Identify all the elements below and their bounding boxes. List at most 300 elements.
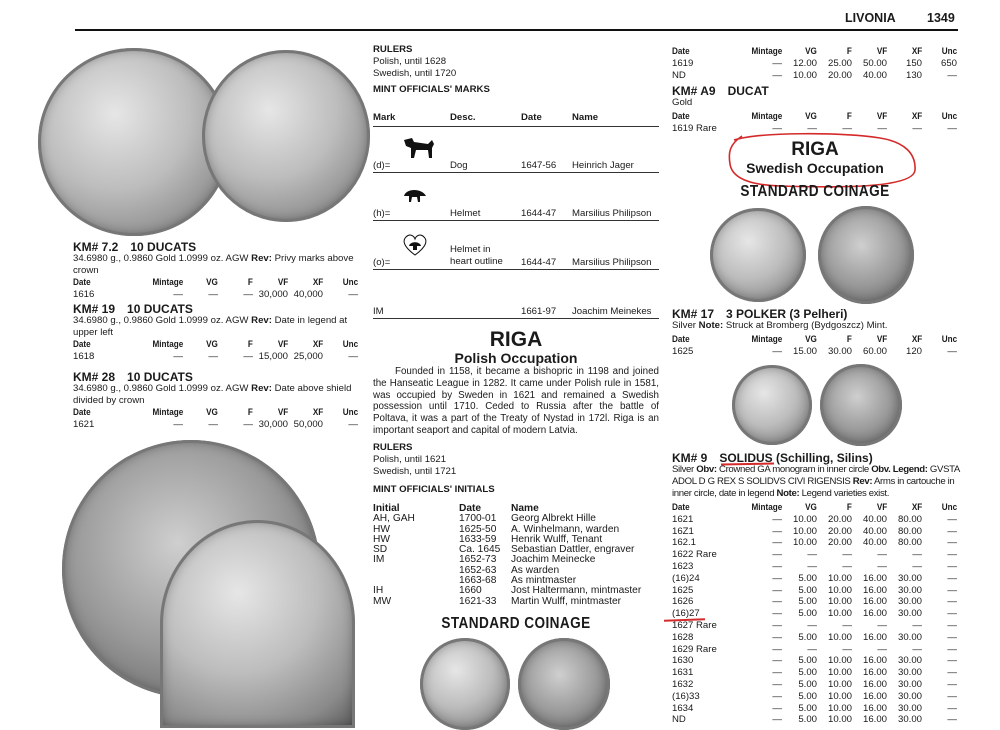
table-cell: 1616 bbox=[73, 288, 95, 300]
description-label: Rev: bbox=[251, 383, 272, 394]
table-cell: — bbox=[877, 549, 887, 561]
column-header: VF bbox=[277, 407, 288, 418]
table-cell: (16)33 bbox=[672, 690, 700, 702]
table-cell: — bbox=[877, 619, 887, 631]
table-cell: — bbox=[772, 69, 782, 81]
denomination: 10 DUCATS bbox=[130, 240, 197, 254]
mark-name: Marsilius Philipson bbox=[572, 208, 652, 219]
table-cell: 16.00 bbox=[862, 678, 887, 690]
table-cell: Sebastian Dattler, engraver bbox=[511, 544, 635, 556]
description-text: 34.6980 g., 0.9860 Gold 1.0999 oz. AGW bbox=[73, 315, 249, 326]
table-cell: 16.00 bbox=[862, 596, 887, 608]
column-header: VF bbox=[876, 334, 887, 345]
table-cell: 10.00 bbox=[792, 525, 817, 537]
table-cell: — bbox=[772, 560, 782, 572]
marks-divider bbox=[373, 172, 659, 173]
table-cell: — bbox=[208, 418, 218, 430]
table-cell: — bbox=[772, 643, 782, 655]
column-header: Initial bbox=[373, 503, 400, 514]
table-cell: 5.00 bbox=[798, 608, 817, 620]
table-cell: 10.00 bbox=[792, 513, 817, 525]
table-cell: 1630 bbox=[672, 655, 694, 667]
table-cell: — bbox=[807, 122, 817, 134]
table-cell: — bbox=[947, 667, 957, 679]
table-cell: 60.00 bbox=[862, 345, 887, 357]
km-number: KM# 9 bbox=[672, 451, 708, 465]
table-cell: — bbox=[348, 288, 358, 300]
table-row bbox=[373, 597, 659, 607]
table-cell: SD bbox=[373, 544, 388, 556]
table-cell: — bbox=[877, 122, 887, 134]
table-cell: As mintmaster bbox=[511, 575, 577, 587]
table-cell: — bbox=[348, 350, 358, 362]
table-cell: 162.1 bbox=[672, 537, 697, 549]
table-cell: A. Winhelmann, warden bbox=[511, 523, 620, 535]
table-cell: 10.00 bbox=[792, 537, 817, 549]
description-text: Gold bbox=[672, 97, 693, 108]
table-cell: 1663-68 bbox=[459, 575, 497, 587]
table-cell: 30,000 bbox=[258, 418, 288, 430]
mint-initials-table bbox=[373, 504, 659, 607]
table-cell: — bbox=[947, 513, 957, 525]
price-table bbox=[672, 334, 958, 358]
table-cell: 1660 bbox=[459, 585, 482, 597]
marks-divider bbox=[373, 269, 659, 270]
table-cell: HW bbox=[373, 533, 390, 545]
column-header: Unc bbox=[941, 334, 957, 345]
riga-swedish-title: RIGA bbox=[791, 139, 839, 160]
table-cell: — bbox=[842, 560, 852, 572]
column-header: Date bbox=[73, 339, 91, 350]
column-header: Date bbox=[73, 277, 91, 288]
description-text: Legend varieties exist. bbox=[801, 488, 890, 499]
table-cell: 1652-63 bbox=[459, 564, 497, 576]
table-cell: — bbox=[243, 350, 253, 362]
table-cell: ND bbox=[672, 714, 686, 726]
marks-divider bbox=[373, 220, 659, 221]
page-number: 1349 bbox=[927, 11, 955, 25]
table-cell: 10.00 bbox=[827, 678, 852, 690]
table-cell: 1625 bbox=[672, 345, 694, 357]
mark-code: IM bbox=[373, 306, 384, 317]
column-header: Name bbox=[511, 503, 539, 514]
table-cell: 10.00 bbox=[827, 596, 852, 608]
column-header: VF bbox=[277, 339, 288, 350]
table-cell: Joachim Meinecke bbox=[511, 554, 596, 566]
table-cell: 5.00 bbox=[798, 714, 817, 726]
table-row bbox=[672, 679, 958, 691]
table-cell: — bbox=[947, 643, 957, 655]
denomination: DUCAT bbox=[727, 84, 769, 98]
column-header: VF bbox=[277, 277, 288, 288]
column-header: Mintage bbox=[751, 111, 782, 122]
rulers-block bbox=[373, 44, 456, 79]
table-cell: 40.00 bbox=[862, 537, 887, 549]
standard-coinage-heading: STANDARD COINAGE bbox=[740, 183, 890, 200]
table-cell: 30.00 bbox=[897, 608, 922, 620]
table-cell: 1625 bbox=[672, 584, 694, 596]
table-cell: — bbox=[842, 122, 852, 134]
table-cell: — bbox=[912, 549, 922, 561]
table-cell: AH, GAH bbox=[373, 513, 415, 525]
table-cell: 30.00 bbox=[897, 631, 922, 643]
table-cell: 1618 bbox=[73, 350, 95, 362]
km-heading bbox=[73, 240, 196, 254]
table-row bbox=[73, 289, 359, 301]
table-row bbox=[672, 58, 958, 70]
table-cell: 30.00 bbox=[897, 702, 922, 714]
table-cell: — bbox=[912, 643, 922, 655]
column-header: VF bbox=[876, 46, 887, 57]
header-rule bbox=[75, 29, 958, 31]
table-cell: 16Z1 bbox=[672, 525, 694, 537]
dog-icon bbox=[402, 136, 436, 163]
table-cell: — bbox=[807, 643, 817, 655]
table-cell: 20.00 bbox=[827, 537, 852, 549]
table-row bbox=[672, 514, 958, 526]
ruler-line: Swedish, until 1721 bbox=[373, 465, 457, 477]
column-header: XF bbox=[911, 334, 922, 345]
column-header: Date bbox=[672, 111, 690, 122]
column-header: Date bbox=[459, 503, 482, 514]
table-cell: 30.00 bbox=[897, 714, 922, 726]
mark-name: Joachim Meinekes bbox=[572, 306, 652, 317]
denomination: 10 DUCATS bbox=[127, 370, 193, 384]
mark-date: 1644-47 bbox=[521, 257, 557, 268]
mark-date: 1644-47 bbox=[521, 208, 557, 219]
column-header: F bbox=[847, 46, 852, 57]
table-row bbox=[73, 351, 359, 363]
table-cell: — bbox=[243, 288, 253, 300]
marks-divider bbox=[373, 318, 659, 319]
table-cell: Jost Haltermann, mintmaster bbox=[511, 585, 642, 597]
rulers-title: RULERS bbox=[373, 442, 413, 453]
coin-description bbox=[672, 464, 962, 500]
table-cell: — bbox=[912, 560, 922, 572]
table-cell: — bbox=[947, 69, 957, 81]
table-cell: IH bbox=[373, 585, 384, 597]
table-cell: 30.00 bbox=[897, 596, 922, 608]
price-table bbox=[672, 502, 958, 726]
table-cell: 16.00 bbox=[862, 572, 887, 584]
table-cell: As warden bbox=[511, 564, 560, 576]
table-cell: — bbox=[173, 350, 183, 362]
table-row bbox=[672, 644, 958, 656]
column-header: Unc bbox=[941, 502, 957, 513]
mint-marks-title: MINT OFFICIALS' MARKS bbox=[373, 84, 490, 95]
table-cell: 1700-01 bbox=[459, 513, 497, 525]
table-cell: 50.00 bbox=[862, 57, 887, 69]
table-cell: — bbox=[173, 288, 183, 300]
column-header: VG bbox=[805, 111, 817, 122]
table-cell: — bbox=[772, 584, 782, 596]
table-row bbox=[672, 526, 958, 538]
table-cell: 10.00 bbox=[827, 702, 852, 714]
column-header: F bbox=[248, 277, 253, 288]
km-number: KM# 28 bbox=[73, 370, 116, 384]
table-header-row bbox=[672, 334, 958, 346]
table-cell: 20.00 bbox=[827, 525, 852, 537]
table-cell: 1619 bbox=[672, 57, 694, 69]
table-cell: 1627 Rare bbox=[672, 619, 717, 631]
table-cell: 10.00 bbox=[827, 655, 852, 667]
table-row bbox=[672, 549, 958, 561]
coin-image-large-reverse bbox=[160, 520, 355, 728]
column-header: Mintage bbox=[152, 407, 183, 418]
description-text: Struck at Bromberg (Bydgoszcz) Mint. bbox=[725, 320, 888, 331]
table-cell: — bbox=[348, 418, 358, 430]
table-cell: 40.00 bbox=[862, 525, 887, 537]
table-cell: 12.00 bbox=[792, 57, 817, 69]
column-header: Date bbox=[672, 46, 690, 57]
table-cell: — bbox=[772, 537, 782, 549]
table-cell: — bbox=[772, 655, 782, 667]
coin-image-reverse bbox=[818, 206, 914, 304]
mark-desc: Dog bbox=[450, 160, 468, 171]
table-cell: 80.00 bbox=[897, 513, 922, 525]
table-row bbox=[672, 561, 958, 573]
mark-code: (o)= bbox=[373, 257, 391, 268]
coin-image-reverse bbox=[202, 50, 370, 222]
table-cell: 16.00 bbox=[862, 608, 887, 620]
table-row bbox=[672, 691, 958, 703]
table-cell: — bbox=[947, 537, 957, 549]
table-cell: — bbox=[772, 690, 782, 702]
table-row bbox=[672, 703, 958, 715]
rulers2-block bbox=[373, 442, 456, 477]
description-text: Date in legend at upper left bbox=[73, 315, 348, 338]
table-cell: 1632 bbox=[672, 678, 694, 690]
table-cell: — bbox=[947, 584, 957, 596]
table-cell: 30.00 bbox=[897, 584, 922, 596]
table-cell: 5.00 bbox=[798, 584, 817, 596]
km-number: KM# 19 bbox=[73, 302, 116, 316]
km-heading bbox=[672, 84, 769, 98]
table-cell: 1631 bbox=[672, 667, 694, 679]
coin-image-obverse bbox=[420, 638, 510, 730]
table-cell: — bbox=[772, 714, 782, 726]
column-header: VG bbox=[206, 339, 218, 350]
table-cell: 150 bbox=[905, 57, 922, 69]
column-header: F bbox=[847, 111, 852, 122]
table-cell: — bbox=[947, 122, 957, 134]
table-cell: — bbox=[772, 667, 782, 679]
column-header: VF bbox=[876, 111, 887, 122]
table-cell: 1633-59 bbox=[459, 533, 497, 545]
table-cell: 10.00 bbox=[827, 572, 852, 584]
table-cell: 30.00 bbox=[897, 655, 922, 667]
table-cell: 5.00 bbox=[798, 631, 817, 643]
table-cell: — bbox=[947, 608, 957, 620]
column-header: VF bbox=[876, 502, 887, 513]
price-table bbox=[73, 277, 359, 301]
coin-image-obverse bbox=[732, 365, 812, 445]
column-header: Mintage bbox=[152, 339, 183, 350]
table-cell: — bbox=[947, 572, 957, 584]
column-header: Unc bbox=[941, 111, 957, 122]
table-cell: 10.00 bbox=[827, 631, 852, 643]
table-header-row bbox=[672, 111, 958, 123]
table-header-row bbox=[672, 502, 958, 514]
table-cell: 1621 bbox=[73, 418, 95, 430]
table-row bbox=[672, 537, 958, 549]
table-row bbox=[672, 346, 958, 358]
table-cell: 16.00 bbox=[862, 714, 887, 726]
table-cell: 5.00 bbox=[798, 702, 817, 714]
price-table bbox=[73, 407, 359, 431]
table-cell: — bbox=[772, 122, 782, 134]
column-header: XF bbox=[312, 339, 323, 350]
description-label: Note: bbox=[698, 320, 724, 331]
table-cell: 25.00 bbox=[827, 57, 852, 69]
table-row bbox=[672, 667, 958, 679]
table-cell: — bbox=[877, 643, 887, 655]
ruler-line: Polish, until 1628 bbox=[373, 55, 447, 67]
ruler-line: Polish, until 1621 bbox=[373, 453, 447, 465]
table-cell: — bbox=[772, 345, 782, 357]
table-row bbox=[672, 608, 958, 620]
table-cell: 1621 bbox=[672, 513, 694, 525]
column-header: XF bbox=[312, 277, 323, 288]
table-cell: 1634 bbox=[672, 702, 694, 714]
table-cell: 5.00 bbox=[798, 667, 817, 679]
table-cell: 16.00 bbox=[862, 584, 887, 596]
table-cell: 16.00 bbox=[862, 655, 887, 667]
table-row bbox=[672, 655, 958, 667]
table-cell: 20.00 bbox=[827, 69, 852, 81]
table-cell: — bbox=[243, 418, 253, 430]
column-header: Date bbox=[672, 334, 690, 345]
table-cell: — bbox=[947, 631, 957, 643]
mint-initials-title: MINT OFFICIALS' INITIALS bbox=[373, 484, 495, 495]
table-cell: — bbox=[947, 678, 957, 690]
table-cell: 10.00 bbox=[827, 667, 852, 679]
table-cell: — bbox=[947, 702, 957, 714]
column-header: Mintage bbox=[152, 277, 183, 288]
table-cell: 1622 Rare bbox=[672, 549, 717, 561]
table-row bbox=[672, 632, 958, 644]
column-header: Unc bbox=[342, 277, 358, 288]
table-cell: 40.00 bbox=[862, 69, 887, 81]
table-cell: IM bbox=[373, 554, 385, 566]
table-cell: — bbox=[842, 619, 852, 631]
table-cell: — bbox=[842, 643, 852, 655]
column-header: Date bbox=[672, 502, 690, 513]
table-cell: — bbox=[772, 57, 782, 69]
denomination: 3 POLKER (3 Pelheri) bbox=[726, 307, 848, 321]
riga-polish-title: RIGA bbox=[489, 328, 543, 351]
price-table bbox=[73, 339, 359, 363]
table-cell: 30.00 bbox=[897, 678, 922, 690]
table-cell: Martin Wulff, mintmaster bbox=[511, 595, 622, 607]
column-header: XF bbox=[911, 502, 922, 513]
table-cell: 30.00 bbox=[897, 572, 922, 584]
table-cell: 15,000 bbox=[258, 350, 288, 362]
column-header: Mintage bbox=[751, 334, 782, 345]
coin-description bbox=[672, 320, 958, 332]
table-row bbox=[672, 714, 958, 726]
table-cell: 30.00 bbox=[897, 690, 922, 702]
table-cell: 10.00 bbox=[827, 608, 852, 620]
table-cell: — bbox=[947, 690, 957, 702]
column-header: XF bbox=[312, 407, 323, 418]
table-cell: 10.00 bbox=[827, 714, 852, 726]
mark-code: (h)= bbox=[373, 208, 391, 219]
mark-name: Heinrich Jager bbox=[572, 160, 634, 171]
table-cell: 50,000 bbox=[293, 418, 323, 430]
table-row bbox=[73, 419, 359, 431]
table-cell: — bbox=[772, 596, 782, 608]
table-cell: 20.00 bbox=[827, 513, 852, 525]
running-header-section: LIVONIA bbox=[845, 11, 896, 25]
description-label: Rev: bbox=[251, 253, 272, 264]
table-cell: 10.00 bbox=[827, 690, 852, 702]
table-cell: ND bbox=[672, 69, 686, 81]
table-cell: — bbox=[912, 619, 922, 631]
description-text: Date above shield divided by crown bbox=[73, 383, 352, 406]
description-label: Note: bbox=[776, 488, 800, 499]
column-header: VG bbox=[805, 502, 817, 513]
coin-image-obverse bbox=[38, 48, 230, 236]
table-row bbox=[672, 573, 958, 585]
marks-header-date: Date bbox=[521, 112, 542, 123]
column-header: Date bbox=[73, 407, 91, 418]
table-cell: 130 bbox=[905, 69, 922, 81]
table-cell: — bbox=[772, 572, 782, 584]
table-cell: — bbox=[772, 619, 782, 631]
column-header: VG bbox=[805, 334, 817, 345]
description-text: Crowned GA monogram in inner circle bbox=[719, 464, 869, 475]
table-cell: (16)27 bbox=[672, 608, 700, 620]
table-header-row bbox=[73, 339, 359, 351]
table-cell: — bbox=[912, 122, 922, 134]
coin-description bbox=[73, 253, 359, 277]
table-cell: 5.00 bbox=[798, 596, 817, 608]
table-row bbox=[672, 596, 958, 608]
km-number: KM# A9 bbox=[672, 84, 716, 98]
table-cell: Ca. 1645 bbox=[459, 544, 501, 556]
table-cell: 80.00 bbox=[897, 537, 922, 549]
riga-swedish-subtitle: Swedish Occupation bbox=[746, 160, 884, 176]
table-cell: — bbox=[772, 631, 782, 643]
column-header: Unc bbox=[342, 339, 358, 350]
table-cell: Henrik Wulff, Tenant bbox=[511, 533, 603, 545]
table-row bbox=[672, 620, 958, 632]
table-cell: 120 bbox=[905, 345, 922, 357]
description-text: 34.6980 g., 0.9860 Gold 1.0999 oz. AGW bbox=[73, 383, 249, 394]
description-text: Privy marks above crown bbox=[73, 253, 354, 276]
table-cell: 1629 Rare bbox=[672, 643, 717, 655]
table-row bbox=[672, 70, 958, 82]
table-cell: 650 bbox=[940, 57, 957, 69]
table-cell: 1623 bbox=[672, 560, 694, 572]
table-cell: — bbox=[772, 525, 782, 537]
coin-description bbox=[73, 315, 359, 339]
mark-date: 1661-97 bbox=[521, 306, 557, 317]
mark-desc: Helmet in heart outline bbox=[450, 244, 503, 267]
mark-desc: Helmet bbox=[450, 208, 481, 219]
description-text: Arms in cartouche in inner circle, date in legend bbox=[672, 476, 955, 499]
table-cell: 5.00 bbox=[798, 655, 817, 667]
mark-name: Marsilius Philipson bbox=[572, 257, 652, 268]
table-cell: 25,000 bbox=[293, 350, 323, 362]
table-header-row bbox=[672, 46, 958, 58]
table-cell: 1625-50 bbox=[459, 523, 497, 535]
table-cell: 16.00 bbox=[862, 702, 887, 714]
rulers-title: RULERS bbox=[373, 44, 413, 55]
coin-description bbox=[672, 97, 958, 109]
denomination-extra: (Schilling, Silins) bbox=[772, 451, 873, 465]
